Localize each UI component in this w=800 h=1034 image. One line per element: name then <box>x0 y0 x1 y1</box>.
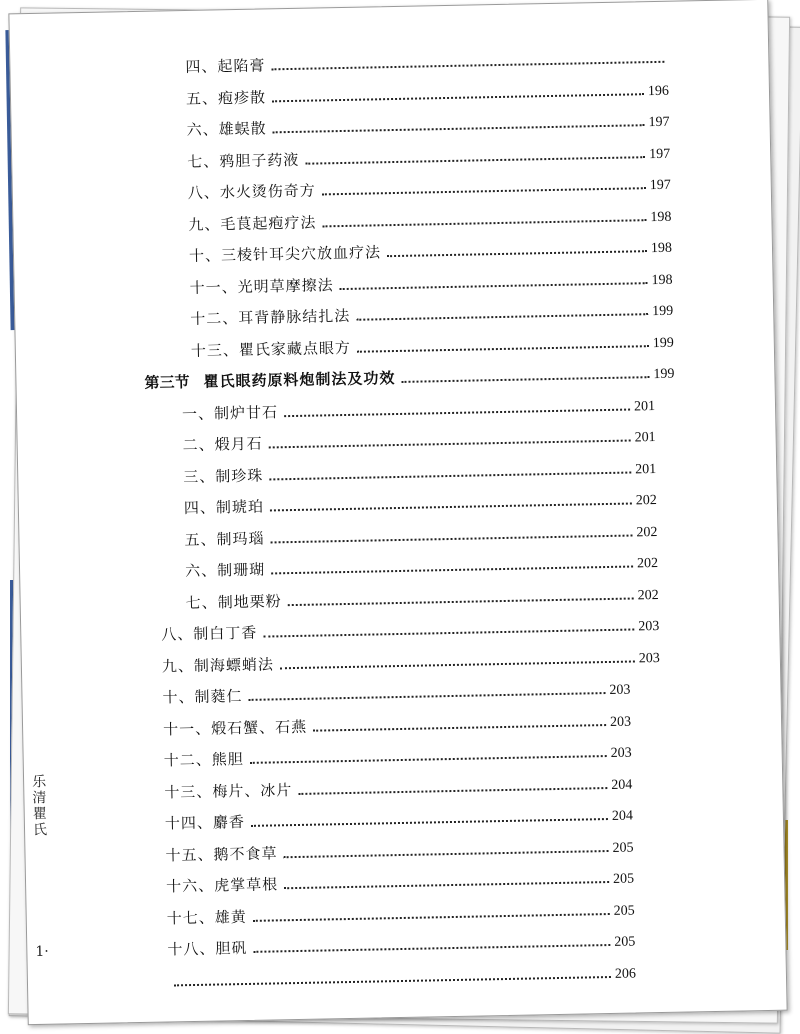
toc-page-number: 199 <box>653 366 675 383</box>
toc-entry <box>182 418 655 455</box>
toc-leader-dots <box>284 880 609 889</box>
toc-entry-title <box>162 685 242 708</box>
toc-page-number: 203 <box>609 682 631 698</box>
toc-page-number: 196 <box>647 83 670 99</box>
toc-page-number: 204 <box>611 808 634 824</box>
toc-page-number: 202 <box>636 524 658 540</box>
toc-leader-dots <box>401 375 649 383</box>
toc-page-number: 205 <box>613 903 635 919</box>
toc-entry-number: 六、 <box>184 561 218 581</box>
toc-page-number: 197 <box>649 177 671 194</box>
toc-entry-number: 九、 <box>161 656 195 676</box>
toc-page-number: 201 <box>634 430 656 446</box>
toc-entry-label: 制琥珀 <box>215 497 265 517</box>
toc-entry-number: 七、 <box>187 151 220 171</box>
toc-leader-dots <box>253 912 610 922</box>
toc-entry-title <box>162 653 274 676</box>
toc-entry-title <box>185 590 281 613</box>
toc-entry-label: 毛茛起疱疗法 <box>220 213 317 233</box>
toc-entry-title <box>189 241 381 266</box>
toc-entry-number: 五、 <box>184 529 217 549</box>
toc-entry-label: 制珊瑚 <box>216 560 266 580</box>
toc-entry-label: 水火烫伤奇方 <box>219 181 317 202</box>
toc-page-number: 206 <box>614 966 637 982</box>
toc-entry-number: 十七、 <box>166 908 215 928</box>
toc-entry-title <box>188 211 316 234</box>
toc-leader-dots <box>253 943 610 953</box>
toc-entry-label: 制炉甘石 <box>213 402 279 423</box>
toc-leader-dots <box>313 723 606 732</box>
toc-entry-label: 煅石蟹、石燕 <box>210 717 308 738</box>
toc-entry-label: 制白丁香 <box>193 623 258 643</box>
page-side-text: 乐清瞿氏 <box>29 773 48 839</box>
toc-entry-title <box>188 180 316 203</box>
toc-leader-dots <box>269 470 631 480</box>
toc-entry-number: 十五、 <box>165 845 214 865</box>
toc-leader-dots <box>269 439 631 449</box>
toc-entry <box>185 40 668 77</box>
toc-entry <box>187 134 670 171</box>
toc-leader-dots <box>271 564 633 574</box>
toc-entry-number: 十二、 <box>163 750 212 770</box>
toc-entry-label: 鹅不食草 <box>213 843 278 864</box>
toc-entry-title <box>161 622 257 645</box>
toc-entry-title <box>190 305 350 329</box>
toc-entry <box>164 765 632 802</box>
toc-entry-number: 一、 <box>181 404 215 423</box>
toc-entry-label: 制玛瑙 <box>216 529 265 548</box>
toc-leader-dots <box>284 407 630 417</box>
toc-entry <box>163 702 631 739</box>
toc-entry-number: 二、 <box>182 435 215 455</box>
toc-entry-label: 雄蜈散 <box>218 119 267 139</box>
table-of-contents <box>9 0 786 1024</box>
toc-entry <box>185 544 658 581</box>
page-side-mark: 1· <box>35 943 49 961</box>
toc-leader-dots <box>270 502 632 512</box>
toc-entry-title <box>166 873 278 896</box>
toc-page-number: 203 <box>610 745 632 761</box>
toc-leader-dots <box>322 186 646 195</box>
toc-entry-title <box>165 842 277 865</box>
toc-page-number: 202 <box>636 556 659 572</box>
toc-entry <box>168 954 636 991</box>
toc-leader-dots <box>250 754 607 764</box>
toc-entry-label: 鸦胆子药液 <box>219 150 300 170</box>
toc-entry <box>191 323 674 360</box>
toc-entry-title <box>182 433 262 456</box>
toc-entry-title <box>187 148 299 171</box>
toc-leader-dots <box>387 249 647 257</box>
toc-entry <box>184 513 657 550</box>
toc-entry-title <box>184 527 264 550</box>
toc-entry-title <box>164 748 244 771</box>
toc-page-number: 198 <box>650 240 673 257</box>
toc-entry-title <box>163 715 307 739</box>
toc-entry <box>188 197 671 234</box>
toc-entry-number: 十四、 <box>164 813 214 833</box>
toc-entry <box>162 671 630 708</box>
toc-entry <box>186 71 669 108</box>
toc-entry-number: 十一、 <box>189 277 238 297</box>
toc-entry-title <box>167 937 247 960</box>
toc-entry <box>167 923 635 960</box>
toc-entry-label: 制地栗粉 <box>217 591 282 611</box>
toc-leader-dots <box>322 218 646 227</box>
toc-page-number: 204 <box>611 777 633 793</box>
toc-entry <box>166 891 634 928</box>
toc-page-number: 197 <box>649 146 671 162</box>
toc-entry-number: 十二、 <box>190 309 239 328</box>
toc-entry <box>165 828 633 865</box>
toc-entry-number: 四、 <box>185 57 218 76</box>
toc-entry <box>182 387 655 424</box>
toc-entry <box>190 292 673 329</box>
toc-leader-dots <box>298 786 607 795</box>
toc-entry-label: 光明草摩擦法 <box>237 275 334 296</box>
toc-leader-dots <box>357 344 649 353</box>
toc-entry-number: 十、 <box>188 246 222 265</box>
toc-page-number: 199 <box>652 303 674 320</box>
toc-page-number: 198 <box>650 209 672 225</box>
toc-entry-title <box>191 336 351 360</box>
toc-entry-title <box>185 54 265 77</box>
toc-entry-number: 十八、 <box>167 939 216 959</box>
toc-page-number: 201 <box>635 461 657 477</box>
toc-entry-title <box>164 779 292 802</box>
toc-leader-dots <box>272 92 644 102</box>
toc-entry-label: 梅片、冰片 <box>212 780 293 801</box>
toc-page-number: 203 <box>638 650 660 666</box>
toc-entry <box>185 576 658 613</box>
toc-entry-title <box>184 496 264 519</box>
toc-entry-number: 十六、 <box>165 876 215 896</box>
toc-entry-label: 煅月石 <box>214 434 263 454</box>
toc-page-number: 197 <box>648 114 670 131</box>
toc-entry-label: 胆矾 <box>215 938 248 958</box>
toc-entry-label: 耳背静脉结扎法 <box>238 306 351 328</box>
toc-leader-dots <box>174 974 611 985</box>
toc-entry-number: 八、 <box>187 183 221 202</box>
toc-page-number: 201 <box>633 398 656 414</box>
toc-entry-title <box>186 117 266 140</box>
toc-entry-label: 疱疹散 <box>217 87 267 107</box>
toc-entry-number: 五、 <box>185 88 219 108</box>
toc-entry-label: 雄黄 <box>214 907 247 927</box>
toc-entry-number: 六、 <box>186 120 219 139</box>
toc-entry-number: 十三、 <box>164 782 213 802</box>
toc-entry-label: 虎掌草根 <box>213 875 279 895</box>
toc-leader-dots <box>249 691 606 701</box>
toc-leader-dots <box>263 627 634 637</box>
toc-page-number: 203 <box>638 619 660 635</box>
toc-entry <box>184 481 657 518</box>
toc-leader-dots <box>251 817 608 827</box>
toc-page <box>8 0 787 1025</box>
toc-section-title: 瞿氏眼药原料炮制法及功效 <box>203 369 396 391</box>
toc-entry-number: 八、 <box>161 624 194 644</box>
toc-entry-label: 制蕤仁 <box>194 687 243 706</box>
toc-entry-title <box>186 86 266 109</box>
toc-entry <box>183 450 656 487</box>
toc-entry-title <box>165 811 245 834</box>
toc-leader-dots <box>280 659 635 669</box>
toc-entry-label: 麝香 <box>212 812 246 832</box>
toc-entry-number: 四、 <box>183 498 217 518</box>
toc-page-number: 202 <box>635 493 657 509</box>
toc-leader-dots <box>288 596 634 606</box>
toc-entry-title <box>167 905 247 928</box>
toc-entry-label: 熊胆 <box>211 750 244 769</box>
toc-entry-number: 七、 <box>185 592 218 612</box>
toc-page-number: 205 <box>612 871 635 887</box>
toc-entry <box>165 797 633 834</box>
toc-entry-label: 瞿氏家藏点眼方 <box>238 338 352 359</box>
toc-page-number: 203 <box>609 714 632 730</box>
toc-leader-dots <box>271 533 633 543</box>
toc-page-number: 198 <box>651 272 673 288</box>
toc-entry-title <box>183 464 263 487</box>
toc-entry-number: 十一、 <box>162 719 212 739</box>
toc-leader-dots <box>305 155 645 165</box>
toc-page-number: 202 <box>637 587 659 603</box>
toc-entry-label: 制海螵蛸法 <box>193 654 275 675</box>
toc-leader-dots <box>271 60 664 71</box>
toc-entry <box>187 166 670 203</box>
toc-entry-title <box>182 401 278 424</box>
toc-entry-number: 九、 <box>188 214 221 234</box>
toc-entry-label: 起陷膏 <box>217 56 266 76</box>
toc-leader-dots <box>273 123 645 133</box>
toc-entry-number: 十三、 <box>190 340 240 360</box>
toc-entry-title <box>185 559 265 582</box>
toc-entry <box>186 103 669 140</box>
toc-leader-dots <box>284 849 609 858</box>
toc-page-number: 205 <box>614 934 636 950</box>
toc-section-number: 第三节 <box>144 372 190 392</box>
toc-leader-dots <box>340 281 648 290</box>
toc-entry-number: 三、 <box>183 467 216 486</box>
toc-entry <box>189 229 672 266</box>
toc-entry-title <box>189 274 333 298</box>
toc-entry-label: 三棱针耳尖穴放血疗法 <box>220 243 382 265</box>
toc-entry-label: 制珍珠 <box>215 466 264 485</box>
toc-entry-number: 十、 <box>162 687 195 707</box>
toc-entry <box>166 860 634 897</box>
toc-entry <box>189 260 672 297</box>
toc-entry <box>163 734 631 771</box>
toc-page-number: 205 <box>612 840 634 856</box>
toc-leader-dots <box>356 312 648 321</box>
toc-page-number: 199 <box>652 335 674 351</box>
